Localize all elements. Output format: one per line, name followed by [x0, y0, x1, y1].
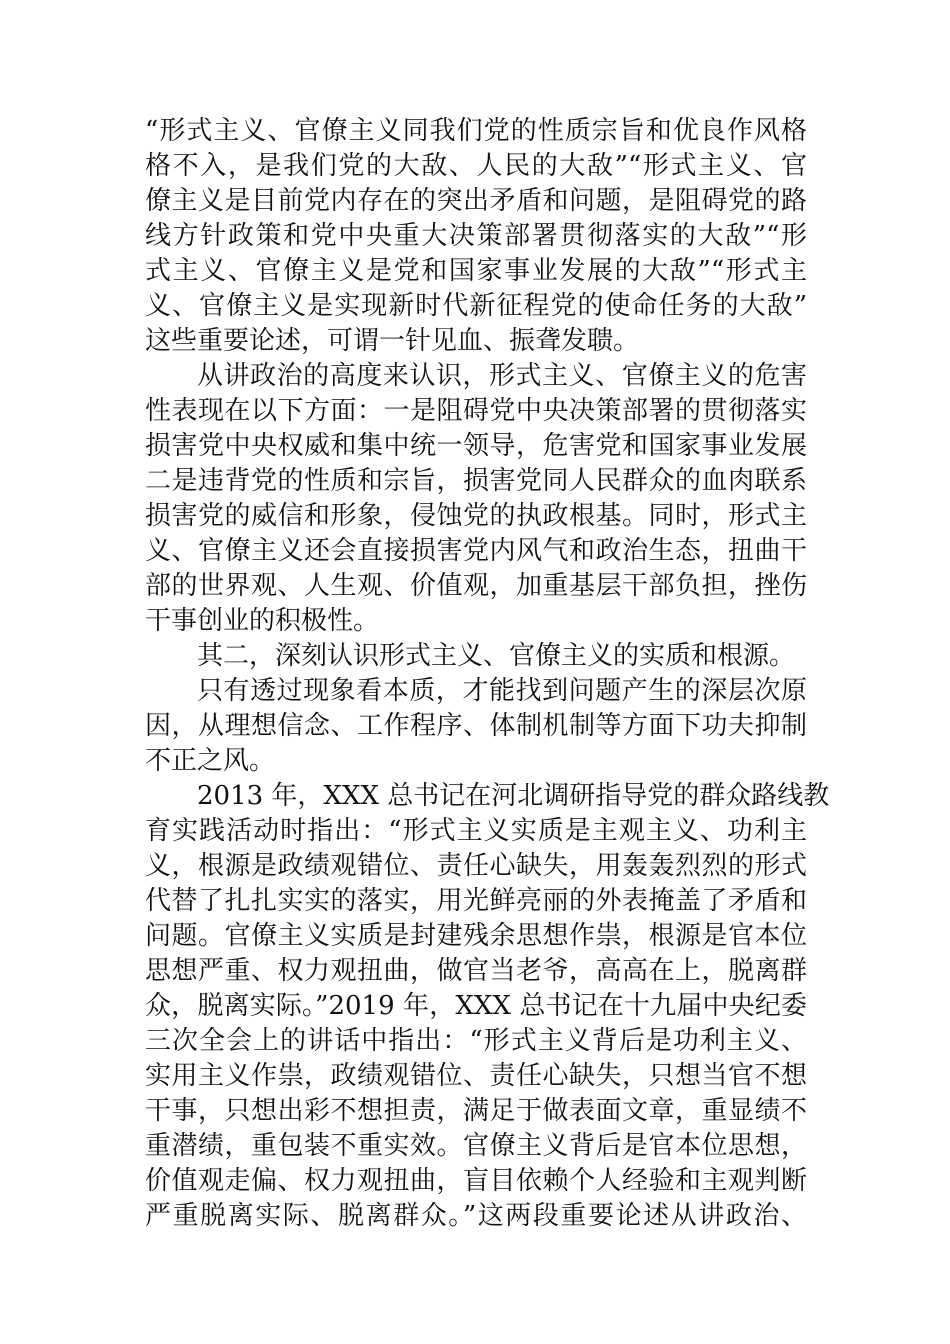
text-line: 干事，只想出彩不想担责，满足于做表面文章，重显绩不: [145, 1096, 807, 1126]
text-line: 代替了扎扎实实的落实，用光鲜亮丽的外表掩盖了矛盾和: [145, 886, 807, 916]
text-line: 严重脱离实际、脱离群众。”这两段重要论述从讲政治、: [145, 1201, 807, 1231]
text-line: 这些重要论述，可谓一针见血、振聋发聩。: [145, 326, 640, 356]
text-line: 式主义、官僚主义是党和国家事业发展的大敌”“形式主: [145, 256, 807, 286]
text-line: 义，根源是政绩观错位、责任心缺失，用轰轰烈烈的形式: [145, 851, 807, 881]
document-body-text: [145, 114, 830, 1234]
text-line: 部的世界观、人生观、价值观，加重基层干部负担，挫伤: [145, 571, 807, 601]
text-line: 价值观走偏、权力观扭曲，盲目依赖个人经验和主观判断: [145, 1166, 807, 1196]
text-line: 线方针政策和党中央重大决策部署贯彻落实的大敌”“形: [145, 221, 807, 251]
text-line: 问题。官僚主义实质是封建残余思想作祟，根源是官本位: [145, 921, 807, 951]
text-line: 不正之风。: [145, 746, 276, 776]
text-line: 义、官僚主义是实现新时代新征程党的使命任务的大敌”: [145, 291, 807, 321]
text-line: 实用主义作祟，政绩观错位、责任心缺失，只想当官不想: [145, 1061, 807, 1091]
text-line: 僚主义是目前党内存在的突出矛盾和问题，是阻碍党的路: [145, 186, 807, 216]
text-line: 干事创业的积极性。: [145, 606, 380, 636]
text-line: 重潜绩，重包装不重实效。官僚主义背后是官本位思想，: [145, 1131, 807, 1161]
text-line: 育实践活动时指出：“形式主义实质是主观主义、功利主: [145, 816, 807, 846]
text-line: 损害党的威信和形象，侵蚀党的执政根基。同时，形式主: [145, 501, 807, 531]
text-line: 思想严重、权力观扭曲，做官当老爷，高高在上，脱离群: [145, 956, 807, 986]
text-line: 损害党中央权威和集中统一领导，危害党和国家事业发展: [145, 431, 807, 461]
text-line: 义、官僚主义还会直接损害党内风气和政治生态，扭曲干: [145, 536, 807, 566]
text-line: 因，从理想信念、工作程序、体制机制等方面下功夫抑制: [145, 711, 807, 741]
text-line: 众，脱离实际。”2019 年，XXX 总书记在十九届中央纪委: [145, 991, 807, 1021]
text-line: 其二，深刻认识形式主义、官僚主义的实质和根源。: [197, 641, 796, 671]
text-line: 2013 年，XXX 总书记在河北调研指导党的群众路线教: [197, 781, 830, 811]
text-line: 二是违背党的性质和宗旨，损害党同人民群众的血肉联系: [145, 466, 807, 496]
text-line: 只有透过现象看本质，才能找到问题产生的深层次原: [197, 676, 807, 706]
text-line: 格不入，是我们党的大敌、人民的大敌”“形式主义、官: [145, 151, 807, 181]
text-line: “形式主义、官僚主义同我们党的性质宗旨和优良作风格: [145, 116, 807, 146]
text-line: 性表现在以下方面：一是阻碍党中央决策部署的贯彻落实: [145, 396, 807, 426]
text-line: 从讲政治的高度来认识，形式主义、官僚主义的危害: [197, 361, 807, 391]
text-line: 三次全会上的讲话中指出：“形式主义背后是功利主义、: [145, 1026, 807, 1056]
